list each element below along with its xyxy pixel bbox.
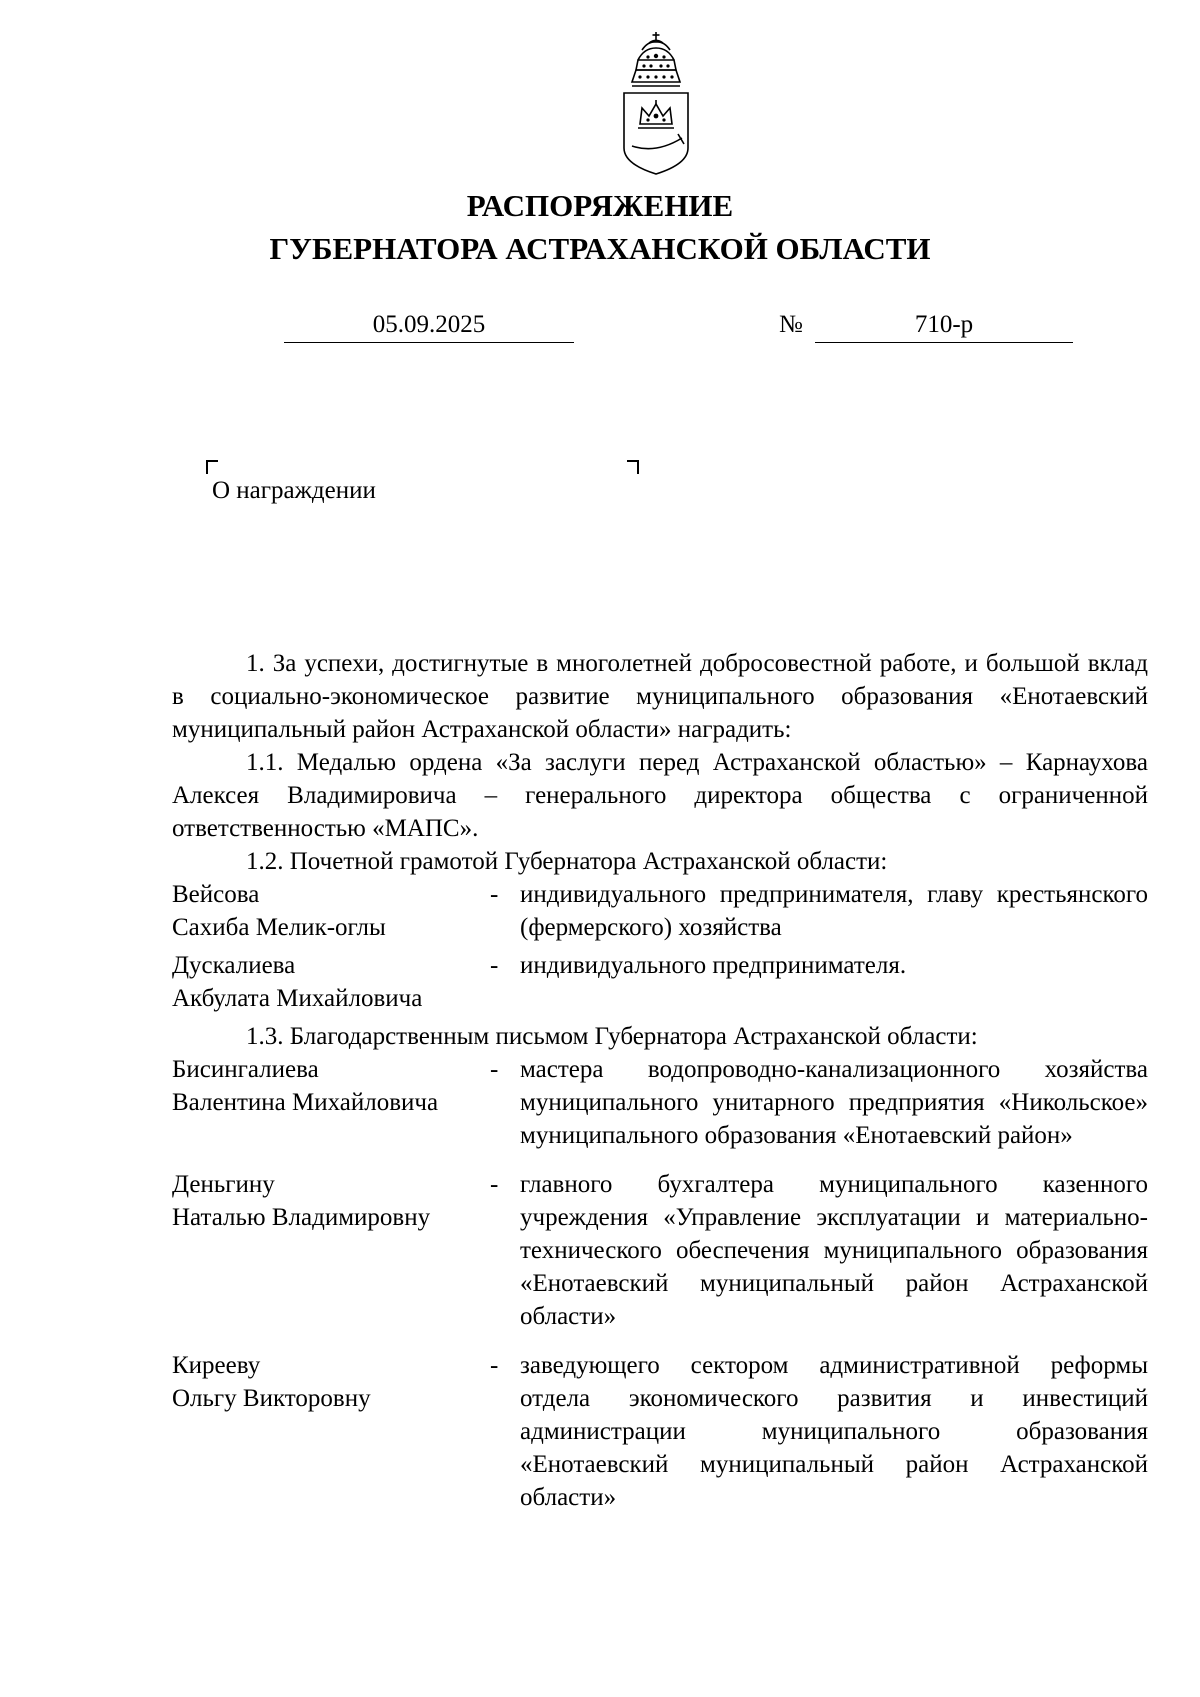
recipient-surname: Деньгину (172, 1171, 275, 1198)
document-number: 710-р (815, 310, 1073, 343)
paragraph-1: 1. За успехи, достигнутые в многолетней добросовестной работе, и большой вклад в социально-экономическое развитие муниципального образования «Енотаевский муниципальный район Астраханской области» наградить: (172, 650, 1148, 743)
dash-separator: - (490, 1171, 499, 1198)
recipient-surname: Бисингалиева (172, 1056, 319, 1083)
recipient-name (172, 949, 490, 1015)
award-row (172, 878, 1148, 944)
subject-corner-left (206, 460, 218, 474)
recipient-given-name: Акбулата Михайловича (172, 985, 423, 1012)
recipient-given-name: Ольгу Викторовну (172, 1385, 371, 1412)
paragraph-1-2: 1.2. Почетной грамотой Губернатора Астраханской области: (246, 848, 888, 875)
recipient-position: заведующего сектором административной реформы отдела экономического развития и инвестиций администрации муниципального образования «Енотаевский муниципальный район Астраханской области» (520, 1352, 1148, 1511)
recipient-given-name: Сахиба Мелик-оглы (172, 914, 386, 941)
recipient-surname: Кирееву (172, 1352, 261, 1379)
paragraph-1-3: 1.3. Благодарственным письмом Губернатора Астраханской области: (246, 1023, 978, 1050)
dash-separator: - (490, 1056, 499, 1083)
document-title-line2: ГУБЕРНАТОРА АСТРАХАНСКОЙ ОБЛАСТИ (269, 231, 931, 266)
astrakhan-coat-of-arms-icon (618, 30, 694, 180)
recipient-name (172, 1168, 490, 1333)
recipient-position: индивидуального предпринимателя, главу крестьянского (фермерского) хозяйства (520, 881, 1148, 941)
dash-separator: - (490, 1352, 499, 1379)
recipient-given-name: Наталью Владимировну (172, 1204, 431, 1231)
number-sign: № (779, 311, 803, 338)
recipient-surname: Дускалиева (172, 952, 296, 979)
dash-separator: - (490, 952, 499, 979)
document-title-line1: РАСПОРЯЖЕНИЕ (466, 188, 734, 223)
recipient-name (172, 1349, 490, 1514)
subject-corner-right (627, 460, 639, 474)
dash-separator: - (490, 881, 499, 908)
award-row (172, 1349, 1148, 1514)
document-date: 05.09.2025 (284, 310, 574, 343)
recipient-name (172, 1053, 490, 1152)
recipient-surname: Вейсова (172, 881, 260, 908)
document-subject: О награждении (212, 477, 376, 504)
recipient-position: главного бухгалтера муниципального казенного учреждения «Управление эксплуатации и материально-технического обеспечения муниципального образования «Енотаевский муниципальный район Астраханской области» (520, 1171, 1148, 1330)
recipient-given-name: Валентина Михайловича (172, 1089, 439, 1116)
document-body (172, 647, 1148, 1514)
recipient-name (172, 878, 490, 944)
award-row (172, 1168, 1148, 1333)
paragraph-1-1: 1.1. Медалью ордена «За заслуги перед Астраханской областью» – Карнаухова Алексея Владимировича – генерального директора общества с ограниченной ответственностью «МАПС». (172, 749, 1148, 842)
recipient-position: индивидуального предпринимателя. (520, 952, 907, 979)
award-row (172, 949, 1148, 1015)
award-row (172, 1053, 1148, 1152)
recipient-position: мастера водопроводно-канализационного хозяйства муниципального унитарного предприятия «Никольское» муниципального образования «Енотаевский район» (520, 1056, 1148, 1149)
